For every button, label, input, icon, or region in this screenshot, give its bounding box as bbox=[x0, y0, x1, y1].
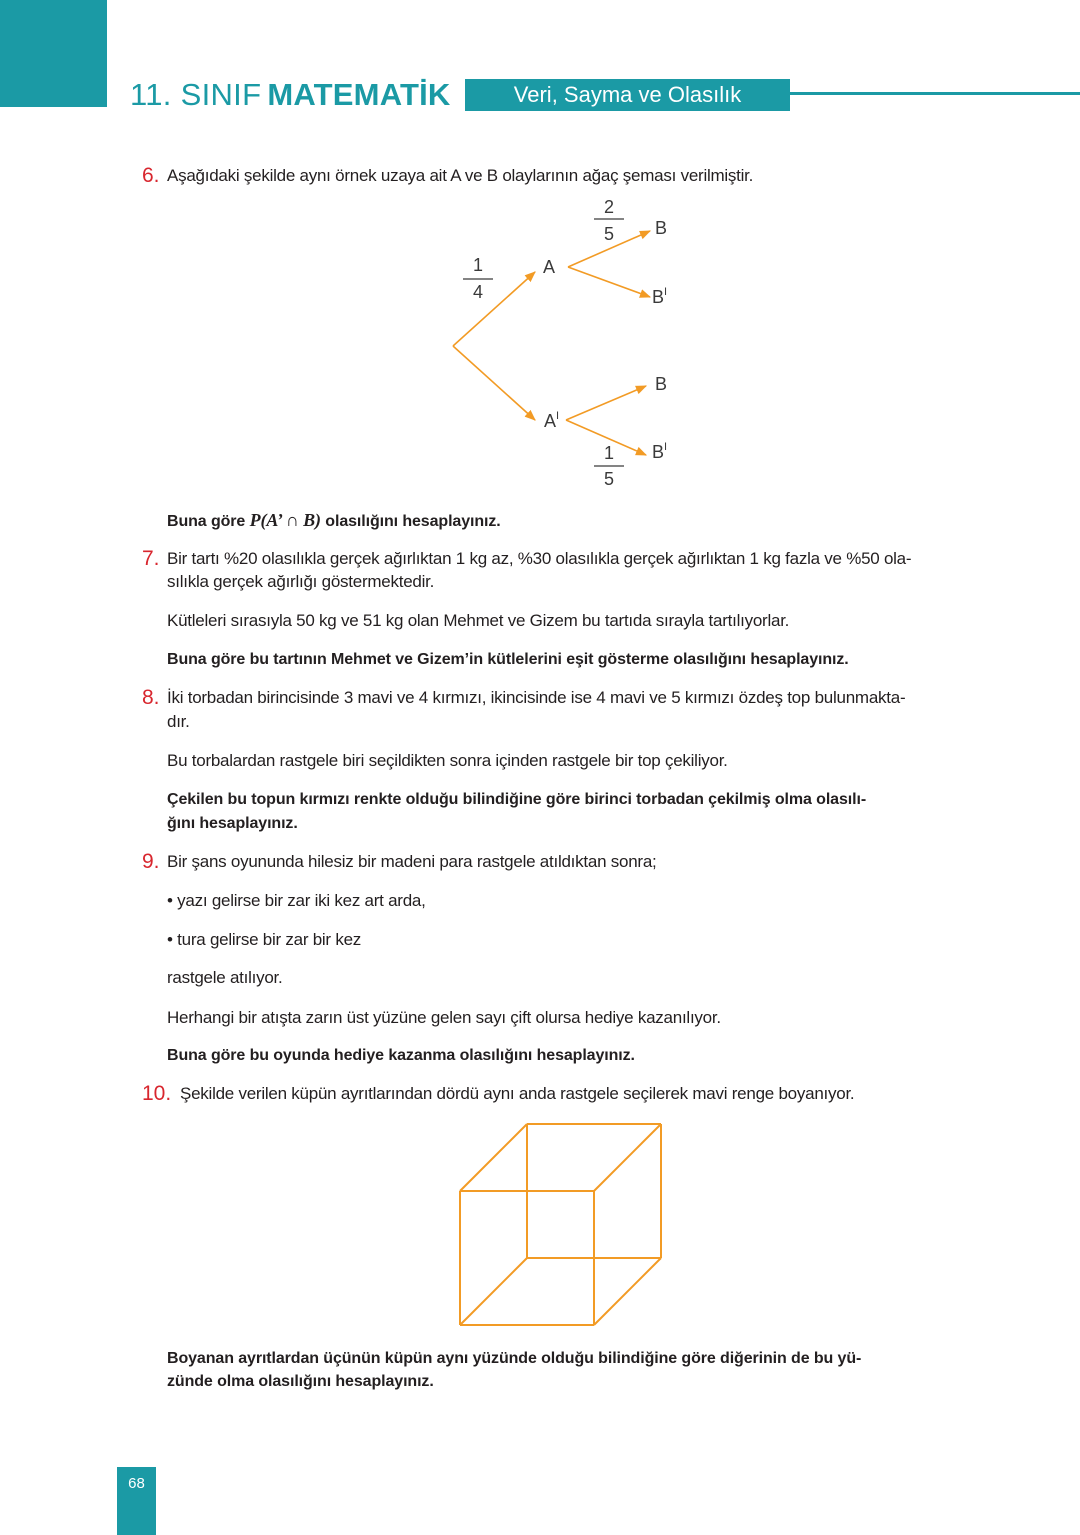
task-prefix: Buna göre bbox=[167, 513, 246, 530]
fraction-bprime-given-aprime-denominator: 5 bbox=[603, 469, 615, 489]
question-9-bullet-1: • yazı gelirse bir zar iki kez art arda, bbox=[167, 891, 426, 910]
question-10-number: 10. bbox=[142, 1082, 172, 1105]
question-8-task-line-1: Çekilen bu topun kırmızı renkte olduğu bilindiğine göre birinci torbadan çekilmiş olma olasılı- bbox=[167, 791, 867, 808]
question-8-task-line-2: ğını hesaplayınız. bbox=[167, 815, 298, 832]
question-9-bullet-2: • tura gelirse bir zar bir kez bbox=[167, 930, 362, 949]
page-number: 68 bbox=[128, 1475, 145, 1492]
node-label-b-prime-lower bbox=[652, 441, 667, 462]
question-9-number: 9. bbox=[142, 850, 160, 873]
cube-wireframe bbox=[455, 1119, 667, 1331]
node-label-b-prime-upper bbox=[652, 286, 667, 307]
question-10-task-line-1: Boyanan ayrıtlardan üçünün küpün aynı yüzünde olduğu bilindiğine göre diğerinin de bu yü- bbox=[167, 1350, 862, 1367]
question-7-line-2: sılıkla gerçek ağırlığı göstermektedir. bbox=[167, 572, 435, 591]
question-10-text: Şekilde verilen küpün ayrıtlarından dördü aynı anda rastgele seçilerek mavi renge boyanıyor. bbox=[180, 1084, 855, 1103]
node-label-a-prime bbox=[544, 410, 559, 431]
header-rule bbox=[790, 92, 1080, 95]
grade-label: 11. SINIF bbox=[130, 77, 262, 112]
node-label-a-prime-letter: A bbox=[544, 411, 557, 431]
question-8-number: 8. bbox=[142, 686, 160, 709]
node-label-b-upper: B bbox=[654, 218, 668, 238]
fraction-p-a-numerator: 1 bbox=[472, 255, 484, 275]
question-7-task: Buna göre bu tartının Mehmet ve Gizem’in kütlelerini eşit gösterme olasılığını hesaplayınız. bbox=[167, 651, 849, 668]
prime-mark: I bbox=[664, 441, 668, 453]
question-6-number: 6. bbox=[142, 164, 160, 187]
cube-edge-bottom-right-depth bbox=[594, 1258, 661, 1325]
fraction-p-a-denominator: 4 bbox=[472, 282, 484, 302]
node-label-b-prime-letter: B bbox=[652, 287, 665, 307]
fraction-bprime-given-aprime-numerator: 1 bbox=[603, 443, 615, 463]
question-6-text: Aşağıdaki şekilde aynı örnek uzaya ait A ve B olaylarının ağaç şeması verilmiştir. bbox=[167, 166, 754, 185]
cube-edge-bottom-left-depth bbox=[460, 1258, 527, 1325]
question-10-task-line-2: zünde olma olasılığını hesaplayınız. bbox=[167, 1373, 434, 1390]
question-8-line-2: dır. bbox=[167, 712, 190, 731]
page-header-title bbox=[130, 76, 451, 114]
probability-tree-diagram bbox=[440, 195, 680, 495]
unit-title: Veri, Sayma ve Olasılık bbox=[513, 82, 742, 107]
branch-a-to-b-prime bbox=[568, 267, 650, 297]
prime-mark: I bbox=[664, 286, 668, 298]
unit-title-banner bbox=[465, 79, 790, 111]
question-7-number: 7. bbox=[142, 547, 160, 570]
question-8-info: Bu torbalardan rastgele biri seçildikten sonra içinden rastgele bir top çekiliyor. bbox=[167, 751, 728, 770]
node-label-b-lower: B bbox=[654, 374, 668, 394]
cube-edge-top-right-depth bbox=[594, 1124, 661, 1191]
question-8-line-1: İki torbadan birincisinde 3 mavi ve 4 kırmızı, ikincisinde ise 4 mavi ve 5 kırmızı özdeş top bulunmakta- bbox=[167, 688, 906, 707]
prime-mark: I bbox=[556, 410, 560, 422]
question-7-line-1: Bir tartı %20 olasılıkla gerçek ağırlıktan 1 kg az, %30 olasılıkla gerçek ağırlıktan 1 kg fazla ve %50 ola- bbox=[167, 549, 912, 568]
question-6-task bbox=[167, 509, 501, 533]
cube-edge-top-left-depth bbox=[460, 1124, 527, 1191]
question-9-task: Buna göre bu oyunda hediye kazanma olasılığını hesaplayınız. bbox=[167, 1047, 635, 1064]
question-9-text: Bir şans oyununda hilesiz bir madeni para rastgele atıldıktan sonra; bbox=[167, 852, 657, 871]
node-label-b-prime-letter: B bbox=[652, 442, 665, 462]
question-9-continuation: rastgele atılıyor. bbox=[167, 968, 283, 987]
branch-a-prime-to-b bbox=[566, 386, 646, 420]
node-label-a: A bbox=[542, 257, 556, 277]
subject-label: MATEMATİK bbox=[267, 77, 451, 112]
branch-root-to-a bbox=[453, 272, 535, 346]
fraction-b-given-a-denominator: 5 bbox=[603, 224, 615, 244]
question-7-info: Kütleleri sırasıyla 50 kg ve 51 kg olan Mehmet ve Gizem bu tartıda sırayla tartılıyorlar. bbox=[167, 611, 790, 630]
branch-root-to-a-prime bbox=[453, 346, 535, 420]
task-suffix: olasılığını hesaplayınız. bbox=[325, 513, 501, 530]
fraction-b-given-a-numerator: 2 bbox=[603, 197, 615, 217]
corner-accent-block bbox=[0, 0, 107, 107]
question-9-rule: Herhangi bir atışta zarın üst yüzüne gelen sayı çift olursa hediye kazanılıyor. bbox=[167, 1008, 721, 1027]
task-math-expression: P(A’ ∩ B) bbox=[249, 510, 321, 530]
